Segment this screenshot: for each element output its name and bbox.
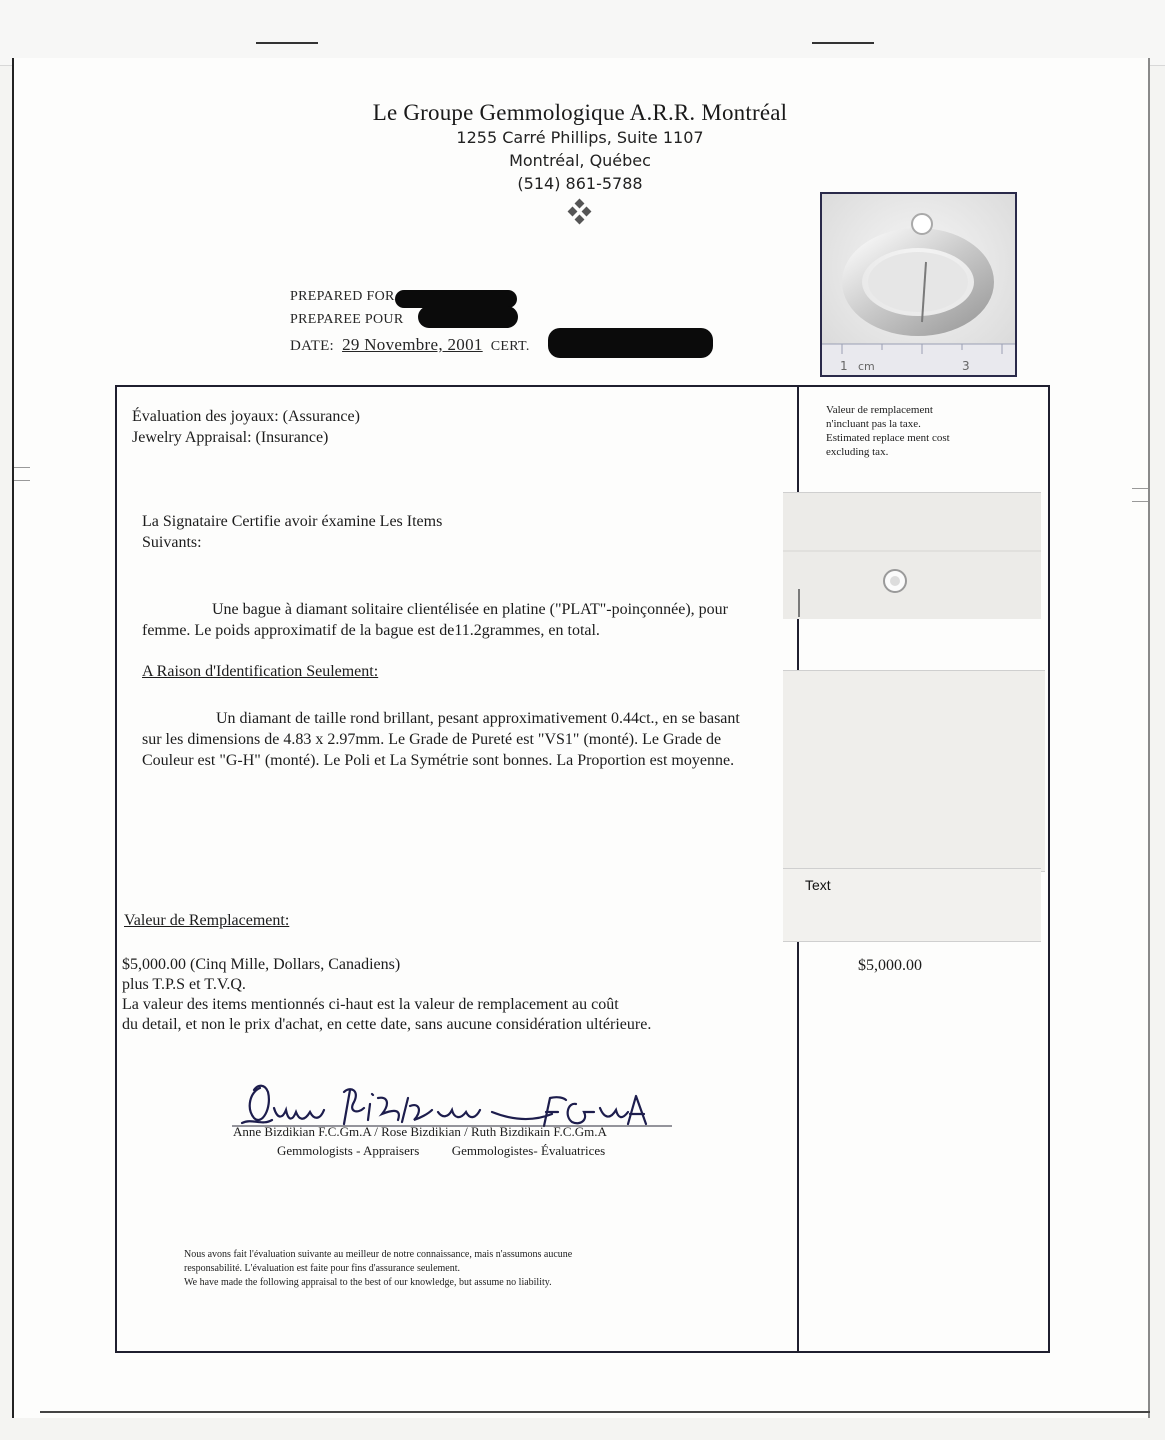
scale-right: 3 [962,359,970,373]
replacement-value-note [826,403,1026,459]
top-mark-right [812,42,874,44]
tax-line: plus T.P.S et T.V.Q. [122,976,246,993]
top-mark-left [256,42,318,44]
ring-photo [820,192,1017,377]
scale-unit: cm [858,360,875,373]
appraisal-type-fr: Évaluation des joyaux: (Assurance) [132,408,360,425]
disclaimer-line1: Nous avons fait l'évaluation suivante au meilleur de notre connaissance, mais n'assumons aucune [184,1249,573,1260]
amount-value: $5,000.00 [858,957,922,974]
org-address-line1: 1255 Carré Phillips, Suite 1107 [456,128,704,147]
scale-left: 1 [840,359,848,373]
four-diamonds-icon [567,199,593,225]
certify-line1: La Signataire Certifie avoir éxamine Les Items [142,513,443,530]
pasted-photo-blank [783,670,1045,872]
diamond-closeup-image [783,493,1041,619]
replacement-value-details [122,955,742,1035]
statement-line2: du detail, et non le prix d'achat, en cette date, sans aucune considération ultérieure. [122,1016,652,1033]
identification-heading: A Raison d'Identification Seulement: [142,663,379,680]
letterhead [290,100,870,225]
left-fold-mark [14,467,30,481]
note-line3: Estimated replace ment cost [826,432,950,444]
org-name: Le Groupe Gemmologique A.R.R. Montréal [372,100,788,125]
certify-line2: Suivants: [142,534,202,551]
statement-line1: La valeur des items mentionnés ci-haut est la valeur de remplacement au coût [122,996,619,1013]
ring-photo-image [822,194,1015,375]
org-address-line2: Montréal, Québec [509,151,651,170]
diamond-description: Un diamant de taille rond brillant, pesant approximativement 0.44ct., en se basant sur les dimensions de 4.83 x 2.97mm. Le Grade de Pureté est "VS1" (monté). Le Grade de Couleur est "G-H" (monté). Le Poli et La Symétrie sont bonnes. La Proportion est moyenne. [142,710,740,769]
preparee-pour-label: PREPAREE POUR [290,312,404,327]
redaction-preparee-pour [418,306,518,328]
cert-label: CERT. [490,339,530,354]
disclaimer-line3: We have made the following appraisal to the best of our knowledge, but assume no liability. [184,1277,552,1288]
signatory-names: Anne Bizdikian F.C.Gm.A / Rose Bizdikian / Ruth Bizdikain F.C.Gm.A [233,1124,607,1139]
diamond-closeup-photo [783,492,1041,618]
org-phone: (514) 861-5788 [517,174,643,193]
note-line4: excluding tax. [826,446,889,458]
top-scan-strip [0,0,1165,66]
disclaimer-line2: responsabilité. L'évaluation est faite pour fins d'assurance seulement. [184,1263,461,1274]
right-fold-mark [1132,488,1148,502]
date-row [290,335,530,355]
page-bottom-edge [40,1411,1150,1413]
note-line1: Valeur de remplacement [826,404,933,416]
titles-en: Gemmologists - Appraisers [277,1143,420,1158]
appraisal-type-en: Jewelry Appraisal: (Insurance) [132,429,329,446]
titles-fr: Gemmologistes- Évaluatrices [451,1143,606,1158]
text-label: Text [805,877,831,893]
ring-description: Une bague à diamant solitaire clientélisée en platine ("PLAT"-poinçonnée), pour femme. Le poids approximatif de la bague est de11.2grammes, en total. [142,601,728,639]
signatory-titles [277,1143,605,1159]
amount-line: $5,000.00 (Cinq Mille, Dollars, Canadiens) [122,956,401,973]
redaction-cert [548,328,713,358]
appraisal-type [132,406,360,448]
date-label: DATE: [290,338,334,354]
certify-statement [142,511,442,553]
replacement-value-heading: Valeur de Remplacement: [124,912,290,929]
note-line2: n'incluant pas la taxe. [826,418,921,430]
prepared-for-label: PREPARED FOR [290,289,395,304]
liability-disclaimer [184,1248,744,1290]
date-value: 29 Novembre, 2001 [342,335,483,354]
